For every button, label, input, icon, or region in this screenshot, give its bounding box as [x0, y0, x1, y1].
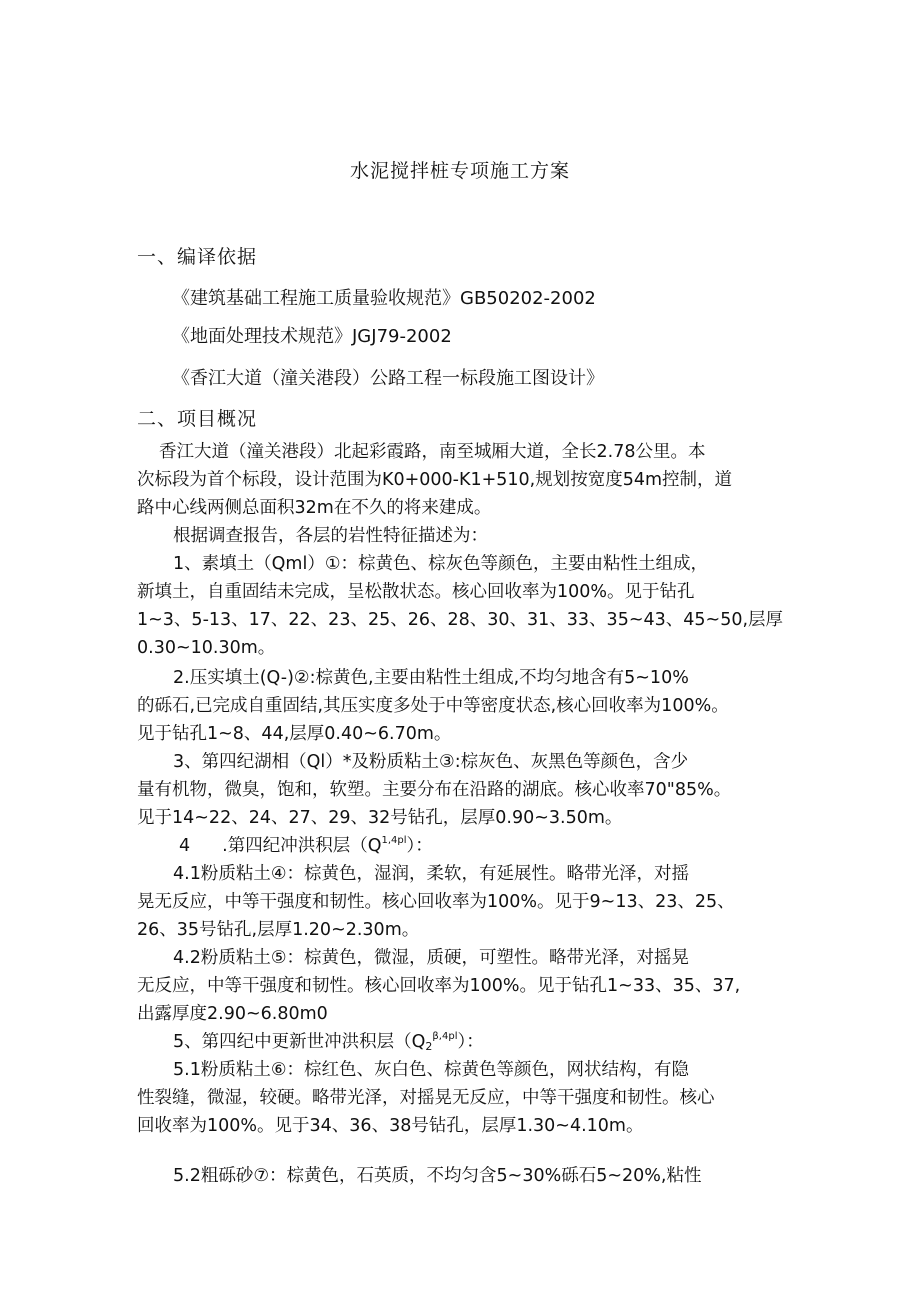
text-line: 次标段为首个标段，设计范围为K0+000-K1+510,规划按宽度54m控制，道: [137, 470, 733, 490]
layer4-number: 4: [179, 836, 191, 856]
layer2-paragraph: [137, 664, 803, 748]
layer4-title: .第四纪冲洪积层（Q: [222, 836, 382, 856]
text-line: 香江大道（潼关港段）北起彩霞路，南至城厢大道，全长2.78公里。本: [159, 442, 706, 462]
text-line: 无反应，中等干强度和韧性。核心回收率为100%。见于钻孔1~33、35、37,: [137, 976, 741, 996]
section-heading-overview: 二、项目概况: [137, 408, 258, 430]
text-line: 见于14~22、24、27、29、32号钻孔，层厚0.90~3.50m。: [137, 808, 623, 828]
layer4-heading-line: [137, 832, 803, 860]
text-line: 性裂缝，微湿，较硬。略带光泽，对摇晃无反应，中等干强度和韧性。核心: [137, 1088, 715, 1108]
text-line: 的砾石,已完成自重固结,其压实度多处于中等密度状态,核心回收率为100%。: [137, 696, 729, 716]
layer4-heading: [137, 832, 803, 860]
layer5-2-paragraph: [137, 1162, 803, 1190]
layer5-title: 5、第四纪中更新世冲洪积层（Q: [173, 1032, 426, 1052]
layer5-end: ）：: [457, 1032, 484, 1052]
layer5-heading-line: [137, 1028, 803, 1056]
reference-item: 《建筑基础工程施工质量验收规范》GB50202-2002: [172, 288, 596, 309]
text-line: 4.1粉质粘土④：棕黄色，湿润，柔软，有延展性。略带光泽，对摇: [173, 864, 690, 884]
text-line: 2.压实填土(Q-)②:棕黄色,主要由粘性土组成,不均匀地含有5~10%: [173, 668, 689, 688]
layer5-heading: [137, 1028, 803, 1056]
layer5-superscript: β,4pl: [432, 1031, 458, 1042]
document-title: 水泥搅拌桩专项施工方案: [349, 160, 570, 182]
text-line: 出露厚度2.90~6.80m0: [137, 1004, 328, 1024]
text-line: 见于钻孔1~8、44,层厚0.40~6.70m。: [137, 724, 452, 744]
text-line: 量有机物，微臭，饱和，软塑。主要分布在沿路的湖底。核心收率70"85%。: [137, 780, 732, 800]
layer4-end: ）：: [406, 836, 433, 856]
text-line: 5.1粉质粘土⑥：棕红色、灰白色、棕黄色等颜色，网状结构，有隐: [173, 1060, 690, 1080]
text-line: 26、35号钻孔,层厚1.20~2.30m。: [137, 920, 420, 940]
layer4-1-paragraph: [137, 860, 803, 944]
reference-item: 《地面处理技术规范》JGJ79-2002: [172, 326, 452, 347]
layer1-paragraph: [137, 550, 803, 662]
text-line: 0.30~10.30m。: [137, 638, 276, 658]
text-line: 1、素填土（Qml）①：棕黄色、棕灰色等颜色，主要由粘性土组成，: [173, 554, 709, 574]
survey-paragraph: [137, 522, 803, 550]
text-line: 回收率为100%。见于34、36、38号钻孔，层厚1.30~4.10m。: [137, 1116, 644, 1136]
layer5-subscript: 2: [425, 1040, 433, 1053]
layer4-superscript: 1,4pl: [381, 835, 407, 846]
text-line: 3、第四纪湖相（Ql）*及粉质粘土③:棕灰色、灰黑色等颜色，含少: [173, 752, 689, 772]
text-line: 路中心线两侧总面积32m在不久的将来建成。: [137, 498, 492, 518]
text-line: 晃无反应，中等干强度和韧性。核心回收率为100%。见于9~13、23、25、: [137, 892, 735, 912]
text-line: 根据调查报告，各层的岩性特征描述为：: [173, 526, 488, 546]
layer4-2-paragraph: [137, 944, 803, 1028]
reference-item: 《香江大道（潼关港段）公路工程一标段施工图设计》: [172, 368, 604, 389]
layer3-paragraph: [137, 748, 803, 832]
layer5-1-paragraph: [137, 1056, 803, 1140]
text-line: 5.2粗砾砂⑦：棕黄色，石英质，不均匀含5~30%砾石5~20%,粘性: [173, 1166, 702, 1186]
intro-paragraph: [137, 438, 803, 522]
text-line: 4.2粉质粘土⑤：棕黄色，微湿，质硬，可塑性。略带光泽，对摇晃: [173, 948, 690, 968]
section-heading-basis: 一、编译依据: [137, 246, 258, 268]
text-line: 1~3、5-13、17、22、23、25、26、28、30、31、33、35~43、45~50,层厚: [137, 610, 784, 630]
text-line: 新填土，自重固结未完成，呈松散状态。核心回收率为100%。见于钻孔: [137, 582, 695, 602]
